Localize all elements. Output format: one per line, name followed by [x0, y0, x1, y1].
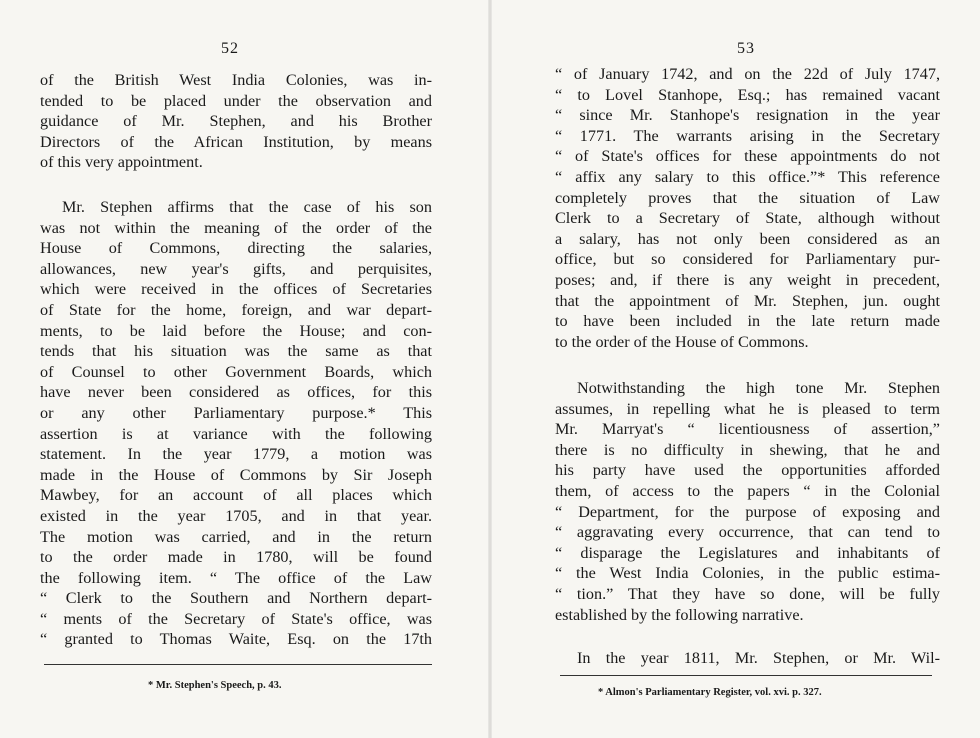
text-line: office, but so considered for Parliamentary pur-	[555, 250, 940, 269]
page-number-left: 52	[221, 40, 239, 57]
text-line: House of Commons, directing the salaries,	[40, 239, 432, 258]
text-line: of State for the home, foreign, and war depart-	[40, 300, 432, 319]
text-line: them, of access to the papers “ in the Colonial	[555, 481, 940, 500]
text-line: of the British West India Colonies, was in-	[40, 71, 432, 89]
text-line: Mr. Marryat's “ licentiousness of assertion,”	[555, 420, 940, 439]
text-line: to the order made in 1780, will be found	[40, 548, 432, 567]
text-line: ments, to be laid before the House; and con-	[40, 321, 432, 340]
text-line: “ disparage the Legislatures and inhabitants of	[555, 543, 940, 562]
text-line: Notwithstanding the high tone Mr. Stephen	[577, 379, 940, 397]
right-paragraph-2	[555, 378, 940, 625]
text-line: of this very appointment.	[40, 153, 203, 172]
text-line: tended to be placed under the observation and	[40, 91, 432, 110]
text-line: “ since Mr. Stanhope's resignation in the year	[555, 106, 940, 125]
text-line: “ the West India Colonies, in the public estima-	[555, 564, 940, 583]
text-line: which were received in the offices of Secretaries	[40, 280, 432, 299]
text-line: “ of State's offices for these appointments do not	[555, 147, 940, 166]
text-line: there is no difficulty in shewing, that he and	[555, 440, 940, 459]
text-line: “ 1771. The warrants arising in the Secretary	[555, 126, 940, 145]
text-line: “ affix any salary to this office.”* This reference	[555, 167, 940, 186]
text-line: was not within the meaning of the order of the	[40, 218, 432, 237]
text-line: completely proves that the situation of Law	[555, 188, 940, 207]
left-paragraph-1	[40, 70, 432, 173]
text-line: Mr. Stephen affirms that the case of his son	[62, 198, 432, 216]
text-line: to the order of the House of Commons.	[555, 332, 809, 351]
left-paragraph-2	[40, 197, 432, 650]
text-line: poses; and, if there is any weight in precedent,	[555, 270, 940, 289]
text-line: The motion was carried, and in the return	[40, 527, 432, 546]
footnote-left: * Mr. Stephen's Speech, p. 43.	[148, 680, 282, 691]
text-line: established by the following narrative.	[555, 605, 804, 624]
text-line: Clerk to a Secretary of State, although without	[555, 209, 940, 228]
text-line: or any other Parliamentary purpose.* This	[40, 403, 432, 422]
text-line: Directors of the African Institution, by means	[40, 132, 432, 151]
text-line: “ ments of the Secretary of State's office, was	[40, 609, 432, 628]
text-line: to have been included in the late return made	[555, 312, 940, 331]
footnote-right: * Almon's Parliamentary Register, vol. xvi. p. 327.	[598, 687, 822, 698]
text-line: “ Department, for the purpose of exposing and	[555, 502, 940, 521]
text-line: his party have used the opportunities afforded	[555, 461, 940, 480]
footnote-rule-left	[44, 664, 432, 665]
text-line: have never been considered as offices, for this	[40, 383, 432, 402]
text-line: assertion is at variance with the following	[40, 424, 432, 443]
text-line: “ of January 1742, and on the 22d of July 1747,	[555, 65, 940, 83]
text-line: In the year 1811, Mr. Stephen, or Mr. Wil-	[577, 649, 940, 667]
footnote-rule-right	[560, 675, 932, 676]
text-line: guidance of Mr. Stephen, and his Brother	[40, 112, 432, 131]
text-line: assumes, in repelling what he is pleased to term	[555, 399, 940, 418]
right-paragraph-3	[555, 648, 940, 669]
text-line: made in the House of Commons by Sir Joseph	[40, 465, 432, 484]
text-line: “ Clerk to the Southern and Northern depart-	[40, 589, 432, 608]
text-line: existed in the year 1705, and in that year.	[40, 506, 432, 525]
text-line: a salary, has not only been considered as an	[555, 229, 940, 248]
text-line: “ to Lovel Stanhope, Esq.; has remained vacant	[555, 85, 940, 104]
text-line: statement. In the year 1779, a motion was	[40, 445, 432, 464]
text-line: “ aggravating every occurrence, that can tend to	[555, 523, 940, 542]
text-line: of Counsel to other Government Boards, which	[40, 362, 432, 381]
text-line: tends that his situation was the same as that	[40, 342, 432, 361]
text-line: “ granted to Thomas Waite, Esq. on the 17th	[40, 630, 432, 649]
text-line: Mawbey, for an account of all places which	[40, 486, 432, 505]
text-line: the following item. “ The office of the Law	[40, 568, 432, 587]
text-line: allowances, new year's gifts, and perquisites,	[40, 259, 432, 278]
text-line: “ tion.” That they have so done, will be fully	[555, 584, 940, 603]
right-paragraph-1	[555, 64, 940, 352]
text-line: that the appointment of Mr. Stephen, jun. ought	[555, 291, 940, 310]
page-number-right: 53	[737, 40, 755, 57]
